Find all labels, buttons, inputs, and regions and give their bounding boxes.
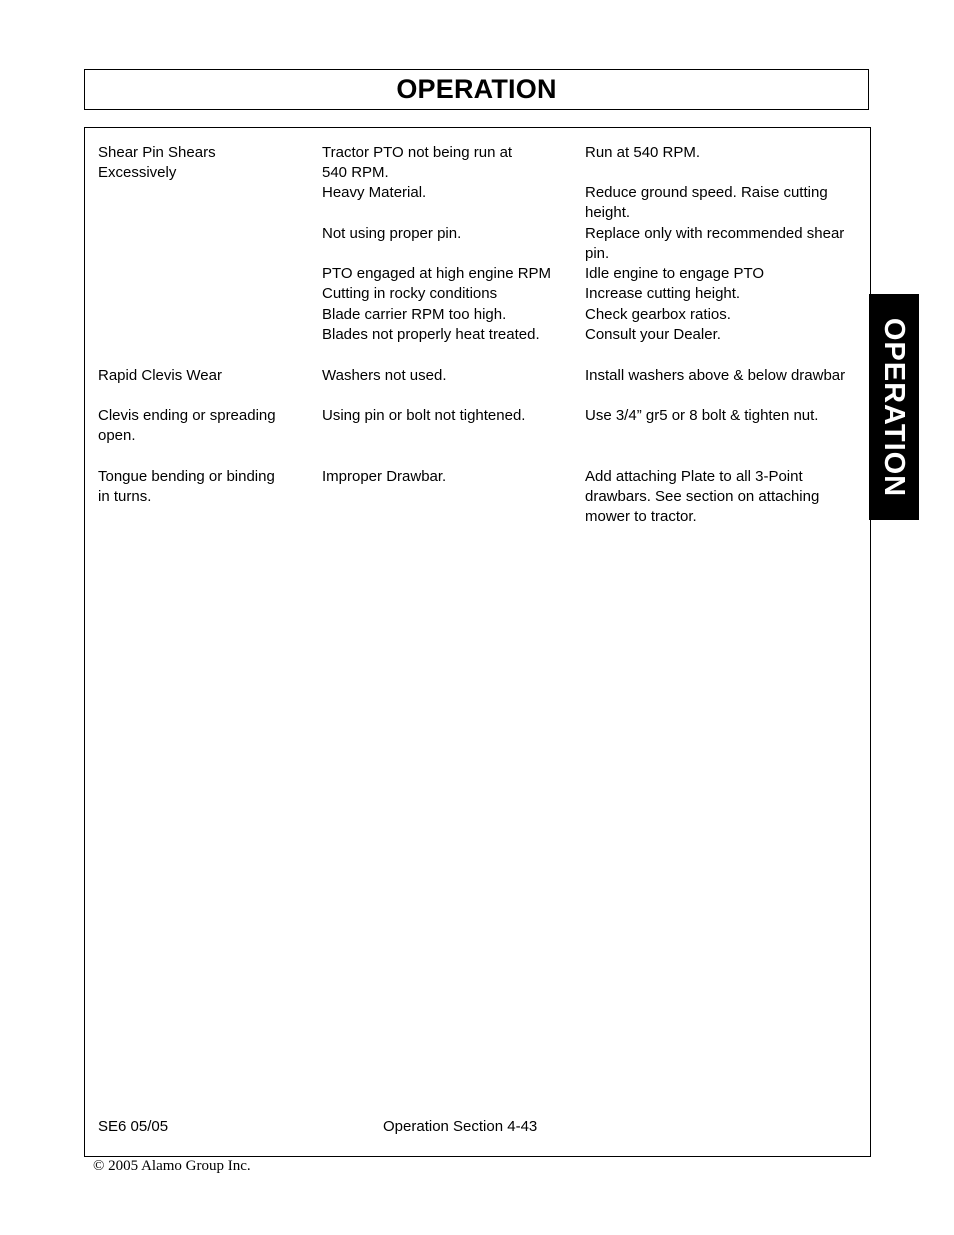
row-8-problem: Rapid Clevis Wear [98,367,222,384]
page-title: OPERATION [396,74,557,104]
row-5-cause: Cutting in rocky conditions [322,285,498,302]
row-10-cause: Improper Drawbar. [322,468,447,485]
row-9-solution: Use 3/4” gr5 or 8 bolt & tighten nut. [585,407,819,424]
row-2-cause: Heavy Material. [322,184,427,201]
row-6-cause: Blade carrier RPM too high. [322,306,507,323]
footer-page-number: Operation Section 4-43 [383,1118,538,1135]
row-5-solution: Increase cutting height. [585,285,741,302]
row-1-problem: Shear Pin Shears Excessively [98,144,216,181]
row-6-solution: Check gearbox ratios. [585,306,731,323]
row-9-problem: Clevis ending or spreading open. [98,407,276,444]
row-8-cause: Washers not used. [322,367,447,384]
row-3-solution: Replace only with recommended shear pin. [585,225,845,262]
row-10-problem: Tongue bending or binding in turns. [98,468,275,505]
copyright-notice: © 2005 Alamo Group Inc. [93,1158,251,1174]
section-side-tab [869,294,919,520]
row-7-solution: Consult your Dealer. [585,326,721,343]
header-box [84,69,869,110]
row-7-cause: Blades not properly heat treated. [322,326,540,343]
row-1-solution: Run at 540 RPM. [585,144,701,161]
row-3-cause: Not using proper pin. [322,225,462,242]
footer-doc-id: SE6 05/05 [98,1118,169,1135]
row-2-solution: Reduce ground speed. Raise cutting height. [585,184,828,221]
row-10-solution: Add attaching Plate to all 3-Point drawbars. See section on attaching mower to tractor. [585,468,820,525]
row-4-solution: Idle engine to engage PTO [585,265,765,282]
row-9-cause: Using pin or bolt not tightened. [322,407,526,424]
row-4-cause: PTO engaged at high engine RPM [322,265,552,282]
side-tab-label: OPERATION [878,317,911,497]
row-1-cause: Tractor PTO not being run at 540 RPM. [322,144,513,181]
row-8-solution: Install washers above & below drawbar [585,367,846,384]
